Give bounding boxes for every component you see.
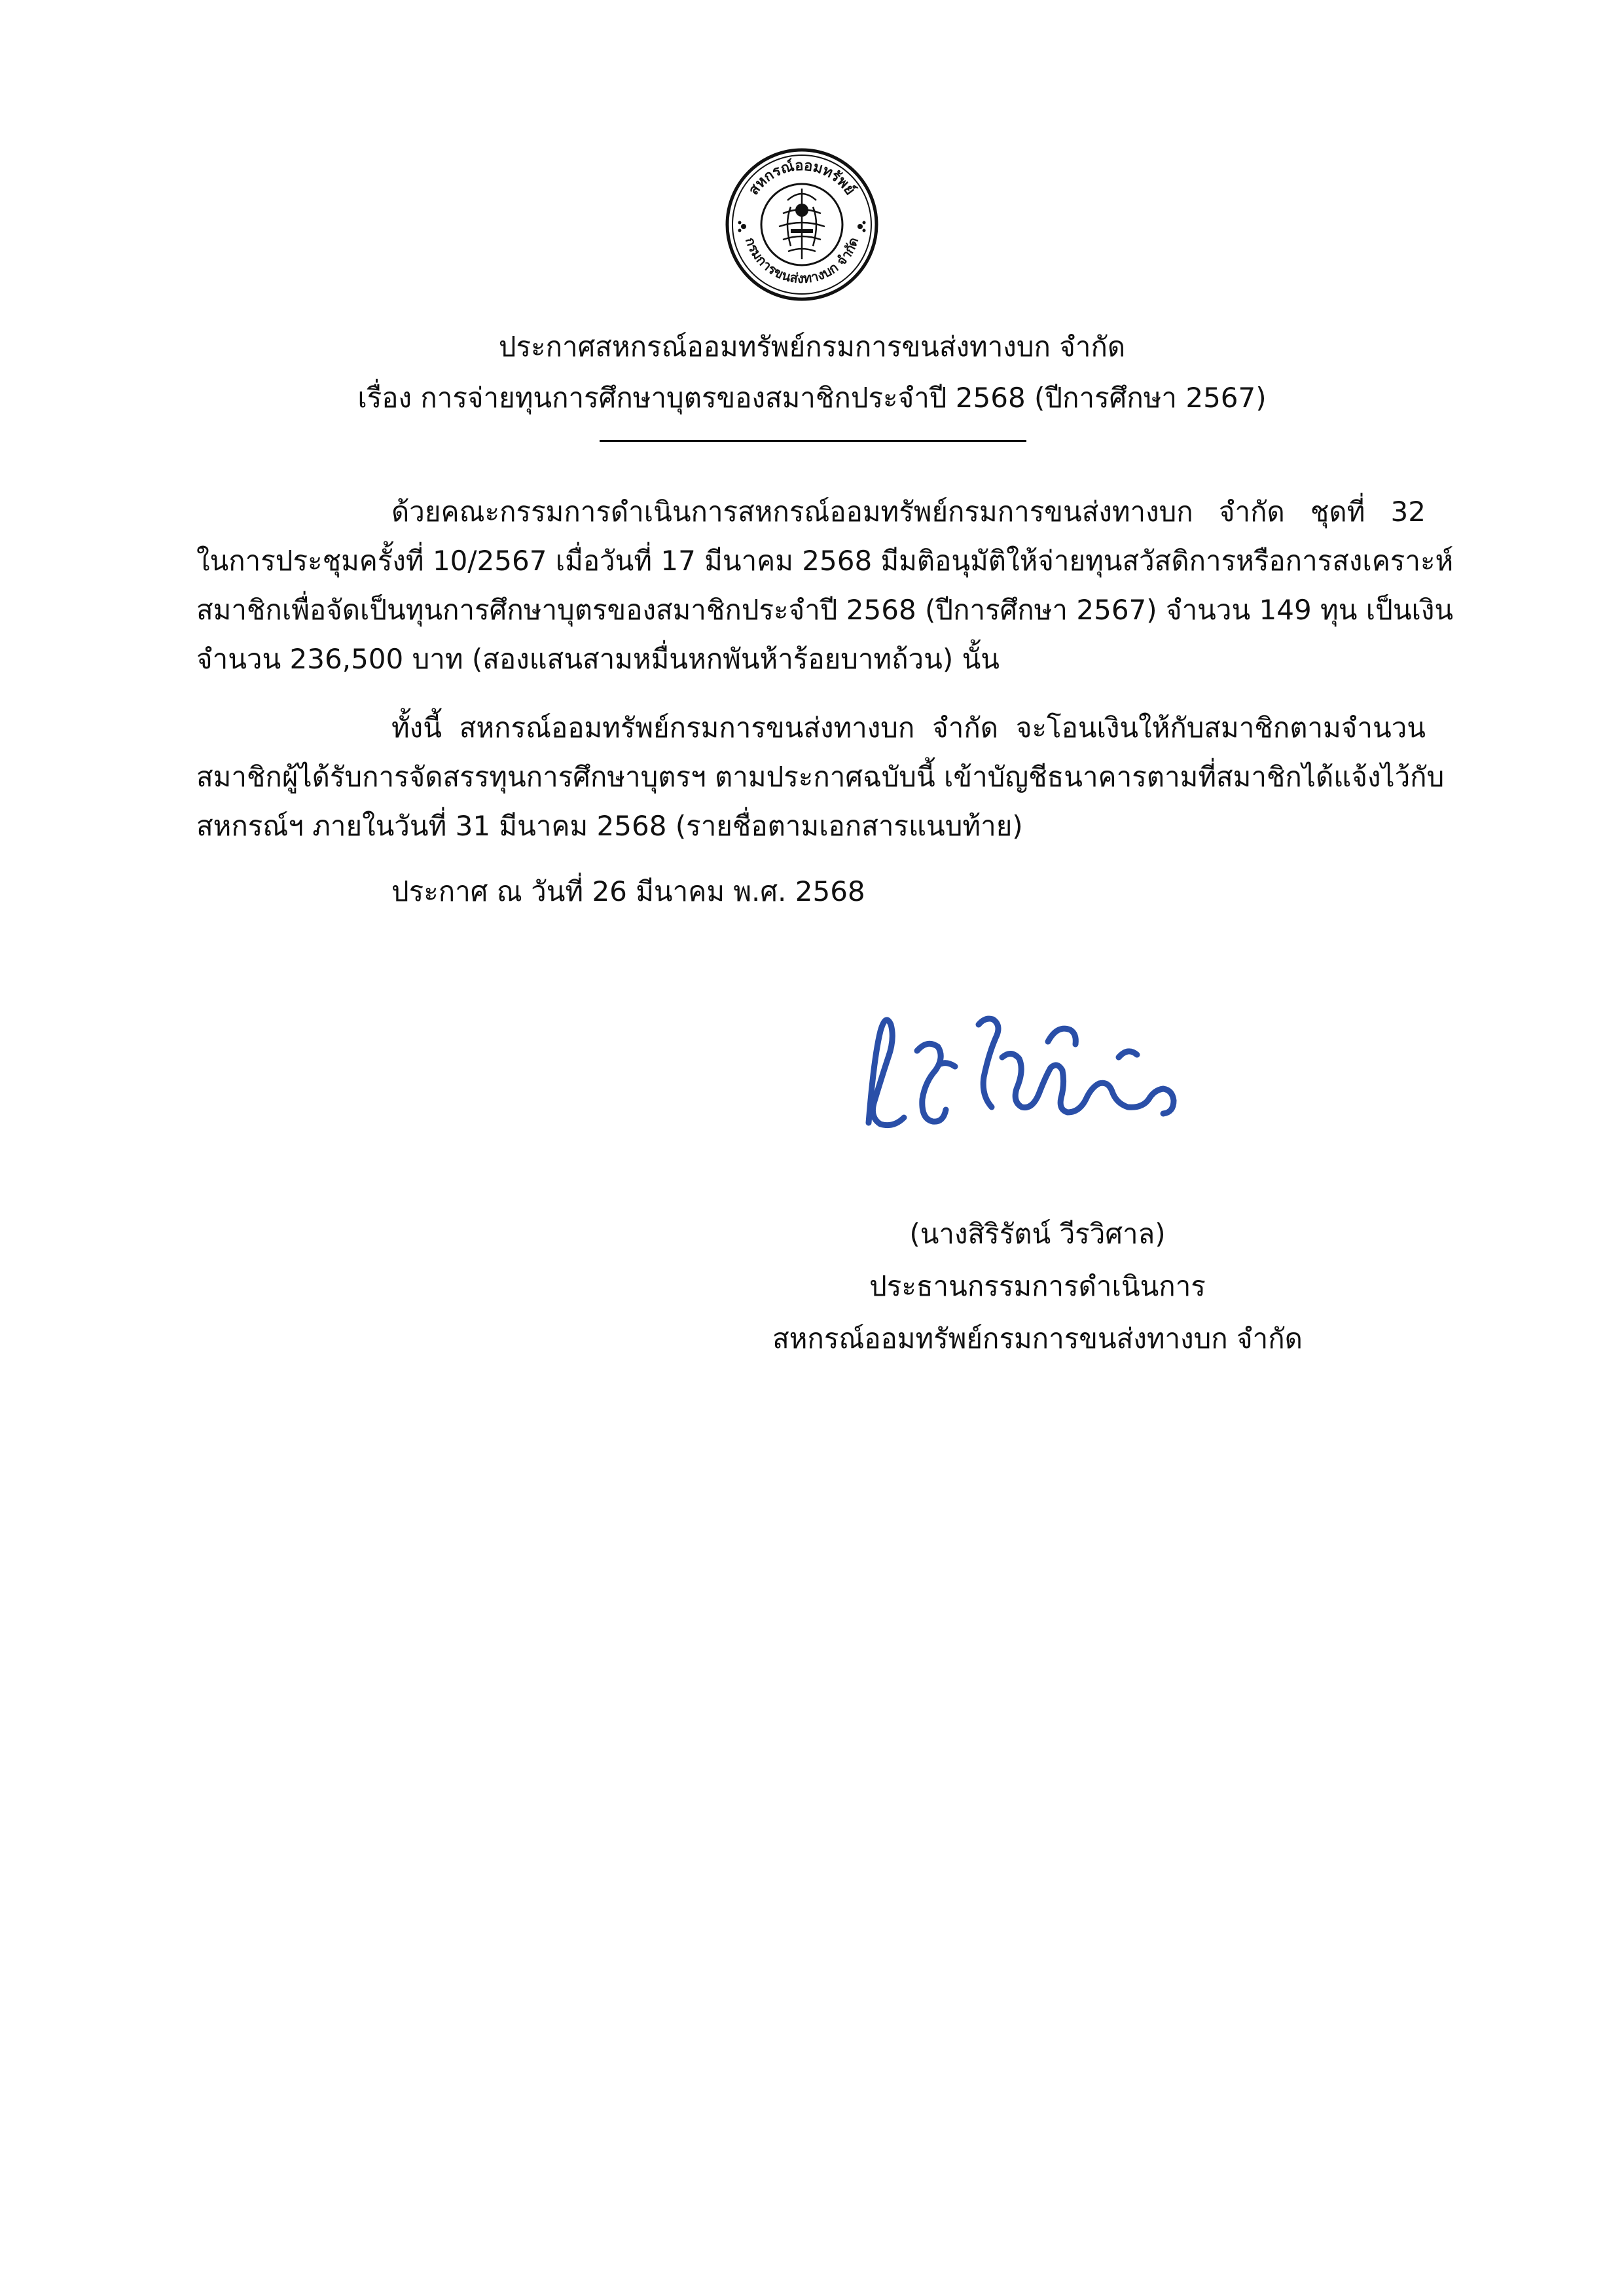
cooperative-seal-logo xyxy=(725,148,878,301)
paragraph-2-line-2: สมาชิกผู้ได้รับการจัดสรรทุนการศึกษาบุตรฯ ตามประกาศฉบับนี้ เข้าบัญชีธนาคารตามที่สมาชิกได้แจ้งไว้กับ xyxy=(196,761,1445,793)
paragraph-1-line-3: สมาชิกเพื่อจัดเป็นทุนการศึกษาบุตรของสมาชิกประจำปี 2568 (ปีการศึกษา 2567) จำนวน 149 ทุน เป็นเงิน xyxy=(196,594,1454,626)
announcement-title: ประกาศสหกรณ์ออมทรัพย์กรมการขนส่งทางบก จำกัด xyxy=(498,331,1126,363)
seal-bottom-text: กรมการขนส่งทางบก จำกัด xyxy=(742,235,862,287)
signatory-position: ประธานกรรมการดำเนินการ xyxy=(869,1270,1206,1302)
signatory-organization: สหกรณ์ออมทรัพย์กรมการขนส่งทางบก จำกัด xyxy=(772,1322,1303,1355)
paragraph-2-line-3: สหกรณ์ฯ ภายในวันที่ 31 มีนาคม 2568 (รายชื่อตามเอกสารแนบท้าย) xyxy=(196,810,1023,842)
paragraph-1-line-1: ด้วยคณะกรรมการดำเนินการสหกรณ์ออมทรัพย์กรมการขนส่งทางบก จำกัด ชุดที่ 32 xyxy=(391,496,1426,528)
seal-top-text: สหกรณ์ออมทรัพย์ xyxy=(745,157,859,198)
paragraph-2-line-1: ทั้งนี้ สหกรณ์ออมทรัพย์กรมการขนส่งทางบก จำกัด จะโอนเงินให้กับสมาชิกตามจำนวน xyxy=(391,712,1426,744)
paragraph-1-line-2: ในการประชุมครั้งที่ 10/2567 เมื่อวันที่ 17 มีนาคม 2568 มีมติอนุมัติให้จ่ายทุนสวัสดิการหรือการสงเคราะห์ xyxy=(196,545,1454,577)
signatory-name: (นางสิริรัตน์ วีรวิศาล) xyxy=(909,1218,1166,1250)
paragraph-1-line-4: จำนวน 236,500 บาท (สองแสนสามหมื่นหกพันห้าร้อยบาทถ้วน) นั้น xyxy=(196,643,1000,675)
handwritten-signature xyxy=(854,979,1195,1149)
announcement-date: ประกาศ ณ วันที่ 26 มีนาคม พ.ศ. 2568 xyxy=(391,875,865,907)
announcement-subject: เรื่อง การจ่ายทุนการศึกษาบุตรของสมาชิกประจำปี 2568 (ปีการศึกษา 2567) xyxy=(357,382,1267,414)
header-divider xyxy=(600,440,1026,442)
